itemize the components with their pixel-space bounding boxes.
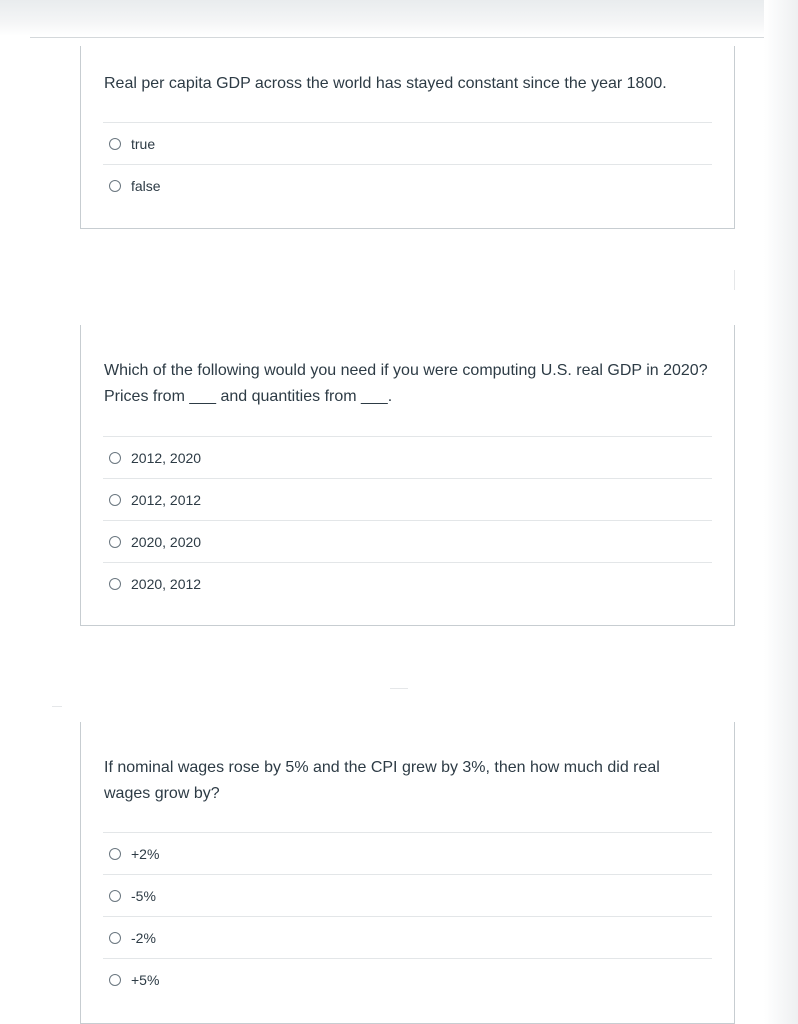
divider [52,706,62,707]
answer-option[interactable] [103,164,712,206]
question-card [80,46,735,229]
answer-list [103,122,712,206]
answer-option[interactable] [103,874,712,916]
question-card [80,325,735,626]
answer-option[interactable] [103,122,712,164]
answer-label: 2020, 2020 [131,533,202,550]
answer-option[interactable] [103,832,712,874]
answer-label: 2020, 2012 [131,575,202,592]
answer-option[interactable] [103,436,712,478]
radio-button-icon[interactable] [109,932,121,944]
radio-button-icon[interactable] [109,536,121,548]
answer-option[interactable] [103,520,712,562]
answer-label: 2012, 2020 [131,449,202,466]
question-card [80,722,735,1024]
answer-list [103,436,712,604]
answer-label: false [131,177,161,194]
divider [734,270,735,290]
answer-label: 2012, 2012 [131,491,202,508]
radio-button-icon[interactable] [109,494,121,506]
answer-label: true [131,135,156,152]
answer-option[interactable] [103,916,712,958]
question-text: If nominal wages rose by 5% and the CPI grew by 3%, then how much did real wages grow by? [104,759,660,802]
divider [390,688,408,689]
answer-option[interactable] [103,958,712,1000]
radio-button-icon[interactable] [109,848,121,860]
question-text: Real per capita GDP across the world has stayed constant since the year 1800. [104,75,667,92]
answer-list [103,832,712,1000]
answer-option[interactable] [103,562,712,604]
answer-label: +2% [131,845,160,862]
answer-option[interactable] [103,478,712,520]
top-divider [30,37,768,38]
page-edge-shadow [764,0,798,1024]
answer-label: -5% [131,887,156,904]
radio-button-icon[interactable] [109,452,121,464]
radio-button-icon[interactable] [109,138,121,150]
radio-button-icon[interactable] [109,890,121,902]
radio-button-icon[interactable] [109,180,121,192]
answer-label: +5% [131,971,160,988]
radio-button-icon[interactable] [109,974,121,986]
question-text: Which of the following would you need if you were computing U.S. real GDP in 2020? Prices from ___ and quantities from ___. [104,362,708,405]
radio-button-icon[interactable] [109,578,121,590]
answer-label: -2% [131,929,156,946]
top-header-strip [0,0,798,36]
